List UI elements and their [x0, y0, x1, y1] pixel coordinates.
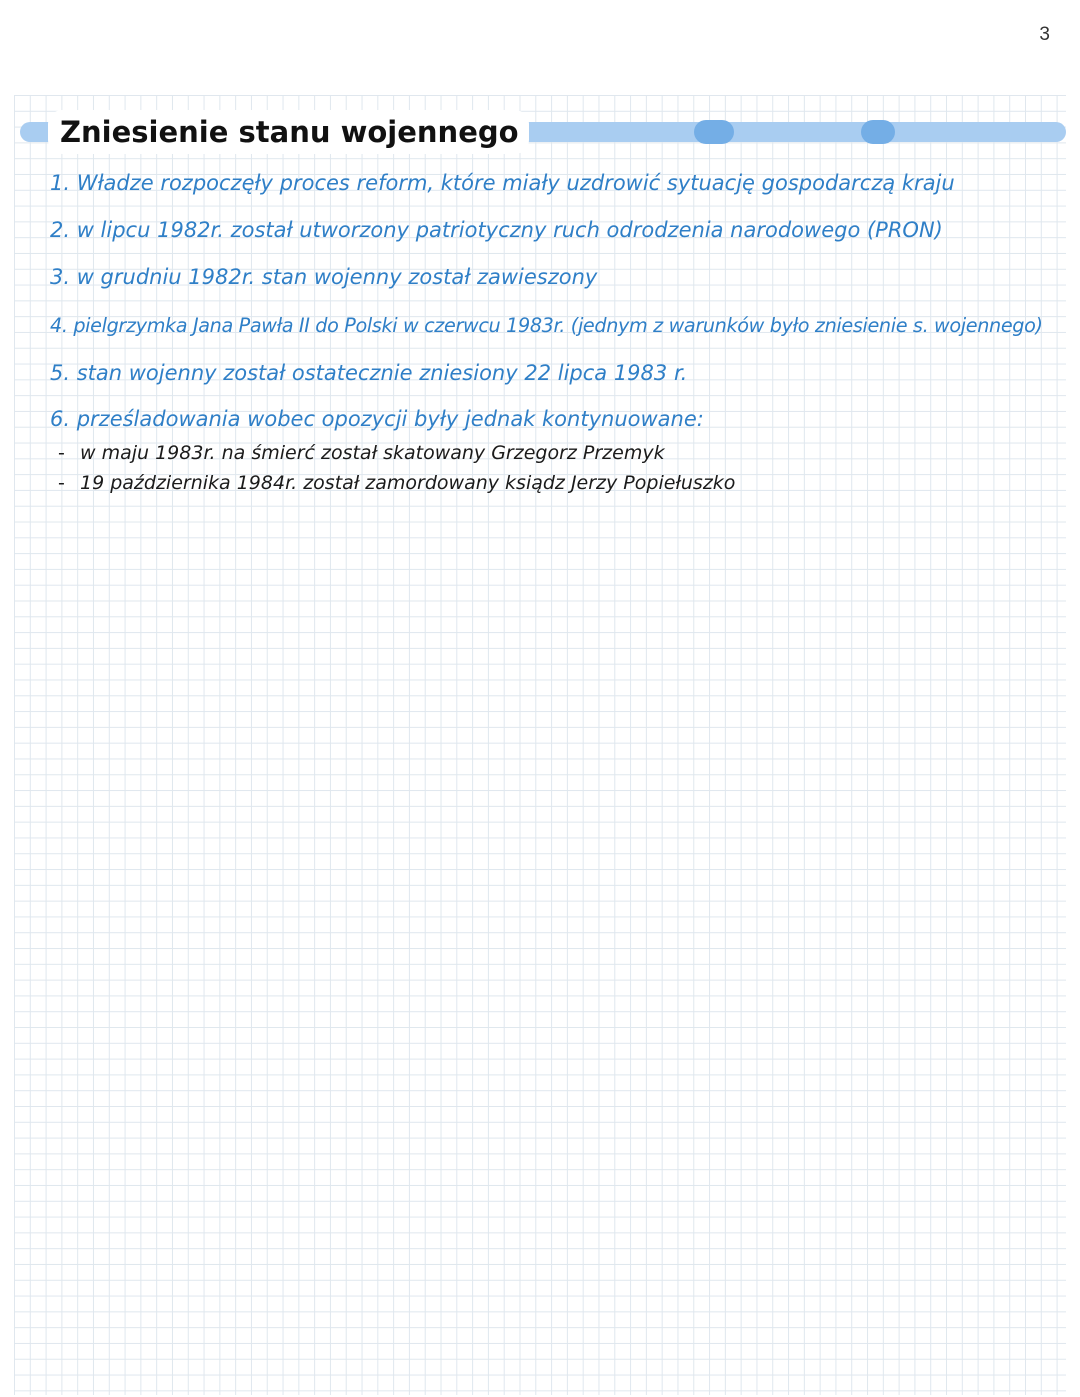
title-bar-accent-left: [694, 120, 734, 144]
list-item-6: 6. prześladowania wobec opozycji były jednak kontynuowane:: [50, 407, 704, 431]
sub-list-item-text: 19 października 1984r. został zamordowany ksiądz Jerzy Popiełuszko: [80, 472, 736, 494]
title-bar-accent-right: [861, 120, 895, 144]
dash-bullet: -: [58, 472, 65, 494]
sub-list-item-2: [58, 470, 735, 496]
list-item-3: 3. w grudniu 1982r. stan wojenny został zawieszony: [50, 265, 598, 289]
sub-list-item-1: [58, 440, 665, 466]
dash-bullet: -: [58, 442, 65, 464]
page-title: Zniesienie stanu wojennego: [48, 110, 529, 154]
page-number: 3: [1039, 24, 1050, 45]
list-item-2: 2. w lipcu 1982r. został utworzony patriotyczny ruch odrodzenia narodowego (PRON): [50, 218, 943, 242]
list-item-5: 5. stan wojenny został ostatecznie zniesiony 22 lipca 1983 r.: [50, 361, 688, 385]
list-item-1: 1. Władze rozpoczęły proces reform, które miały uzdrowić sytuację gospodarczą kraju: [50, 171, 955, 195]
list-item-4: 4. pielgrzymka Jana Pawła II do Polski w czerwcu 1983r. (jednym z warunków było zniesienie s. wojennego): [50, 314, 1043, 337]
sub-list-item-text: w maju 1983r. na śmierć został skatowany Grzegorz Przemyk: [80, 442, 665, 464]
